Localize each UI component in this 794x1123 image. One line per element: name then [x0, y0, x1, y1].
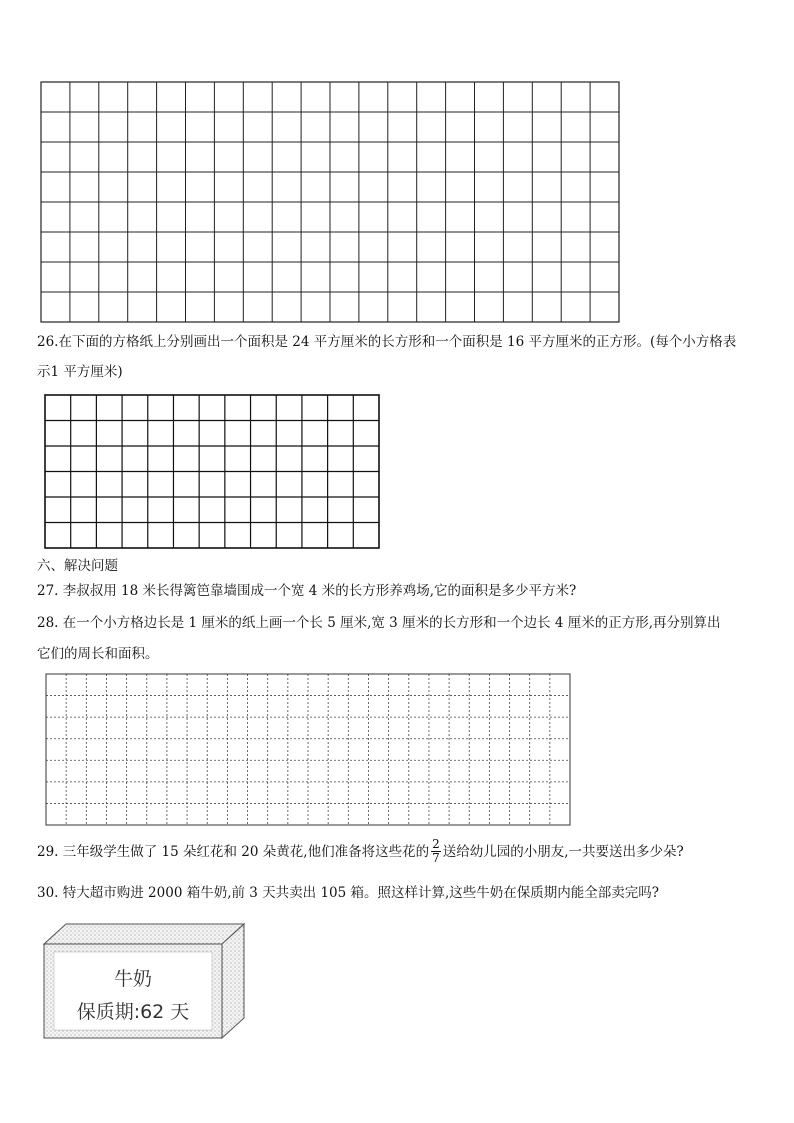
milk-box-name: 牛奶	[113, 968, 152, 990]
q29-text-after: 送给幼儿园的小朋友,一共要送出多少朵?	[442, 843, 684, 860]
q26-text-line2: 示1 平方厘米)	[37, 364, 123, 380]
q29-text	[37, 838, 684, 865]
q26-text-line1: 26.在下面的方格纸上分别画出一个面积是 24 平方厘米的长方形和一个面积是 16 平方厘米的正方形。(每个小方格表	[37, 334, 737, 350]
q29-fraction-numerator: 2	[432, 837, 440, 851]
q29-fraction	[431, 838, 441, 865]
q28-dotted-grid	[45, 673, 571, 826]
q29-fraction-denominator: 7	[432, 851, 440, 865]
q29-text-before: 29. 三年级学生做了 15 朵红花和 20 朵黄花,他们准备将这些花的	[37, 843, 430, 860]
q28-text-line1: 28. 在一个小方格边长是 1 厘米的纸上画一个长 5 厘米,宽 3 厘米的长方形和一个边长 4 厘米的正方形,再分别算出	[37, 615, 721, 631]
q25-grid	[40, 81, 620, 323]
milk-box-shelf-life: 保质期:62 天	[76, 1001, 190, 1023]
q30-text: 30. 特大超市购进 2000 箱牛奶,前 3 天共卖出 105 箱。照这样计算,这些牛奶在保质期内能全部卖完吗?	[37, 885, 660, 901]
q28-text-line2: 它们的周长和面积。	[37, 646, 159, 662]
milk-box-illustration	[42, 922, 247, 1040]
q27-text: 27. 李叔叔用 18 米长得篱笆靠墙围成一个宽 4 米的长方形养鸡场,它的面积是多少平方米?	[37, 583, 577, 599]
q26-grid	[44, 394, 380, 549]
section-title: 六、解决问题	[37, 558, 118, 574]
